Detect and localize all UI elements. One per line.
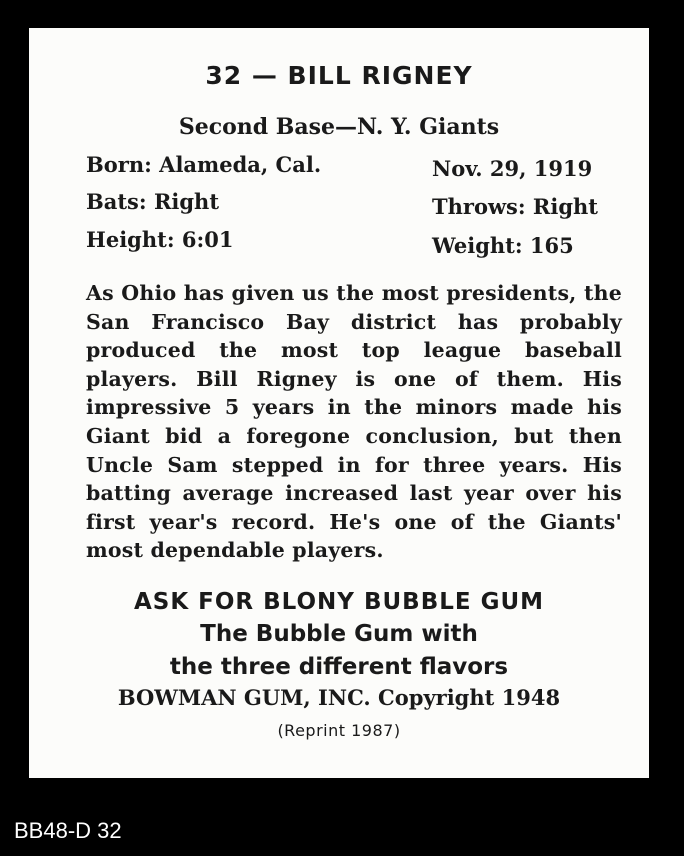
ad-line-3: the three different flavors	[169, 654, 509, 680]
height-field: Height: 6:01	[86, 227, 234, 252]
position-team: Second Base—N. Y. Giants	[178, 114, 500, 140]
birth-date-field: Nov. 29, 1919	[432, 156, 593, 181]
bats-field: Bats: Right	[86, 189, 220, 214]
born-field: Born: Alameda, Cal.	[86, 152, 322, 177]
throws-field: Throws: Right	[432, 194, 599, 219]
ad-line-2: The Bubble Gum with	[200, 621, 478, 647]
player-bio: As Ohio has given us the most presidents, the San Francisco Bay district has probably produced the most top league baseball players. Bill Rigney is one of them. His impressive 5 years in the minors made his Giant bid a foregone conclusion, but then Uncle Sam stepped in for three years. His batting average increased last year over his first year's record. He's one of the Giants' most dependable players.	[86, 281, 622, 563]
catalog-id: BB48-D 32	[14, 818, 122, 843]
card-back	[29, 28, 649, 778]
reprint-note: (Reprint 1987)	[277, 721, 401, 740]
company-copyright: BOWMAN GUM, INC. Copyright 1948	[117, 685, 561, 710]
card-title: 32 — BILL RIGNEY	[205, 61, 473, 90]
ad-line-1: ASK FOR BLONY BUBBLE GUM	[133, 589, 545, 615]
weight-field: Weight: 165	[432, 233, 574, 258]
